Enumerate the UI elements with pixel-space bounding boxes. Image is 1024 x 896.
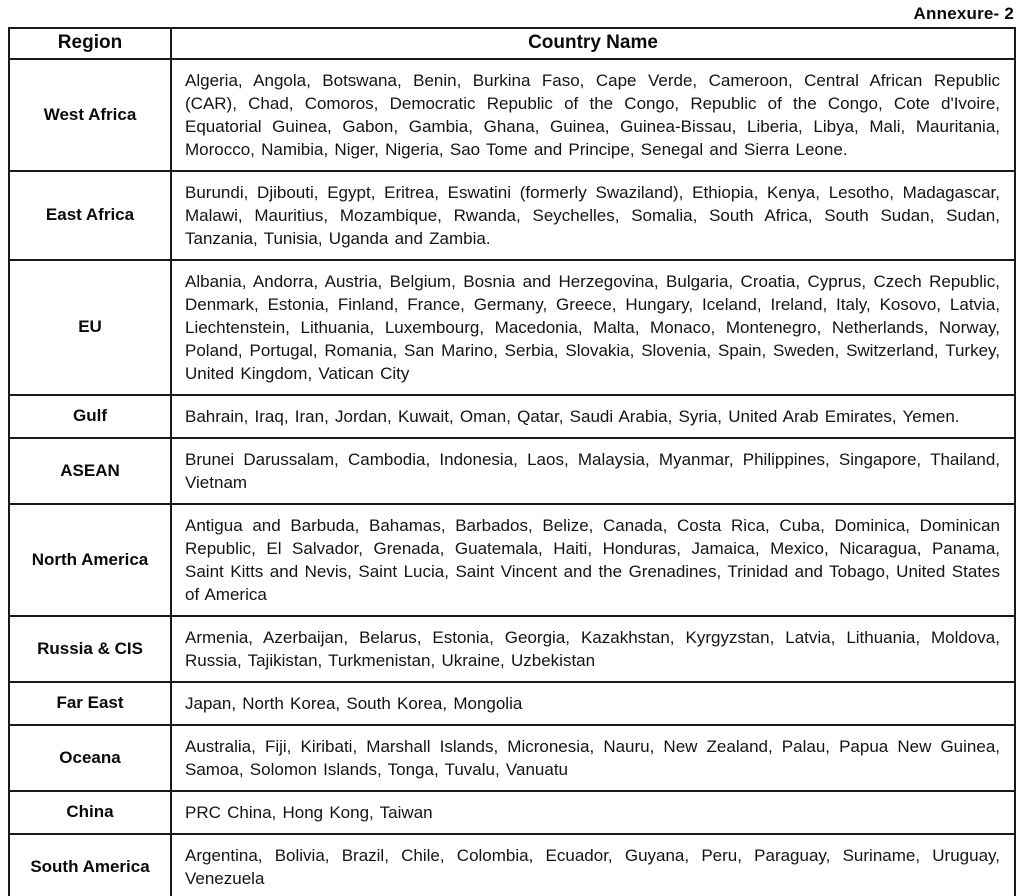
table-row (9, 834, 1015, 896)
region-cell: ASEAN (9, 438, 171, 504)
table-row (9, 171, 1015, 260)
table-row (9, 791, 1015, 834)
table-row (9, 260, 1015, 395)
table-row (9, 682, 1015, 725)
countries-cell: Argentina, Bolivia, Brazil, Chile, Colombia, Ecuador, Guyana, Peru, Paraguay, Suriname, Uruguay, Venezuela (171, 834, 1015, 896)
region-cell: Far East (9, 682, 171, 725)
table-row (9, 725, 1015, 791)
countries-cell: Algeria, Angola, Botswana, Benin, Burkina Faso, Cape Verde, Cameroon, Central African Republic (CAR), Chad, Comoros, Democratic Republic of the Congo, Republic of the Congo, Cote d'Ivoire, Equatorial Guinea, Gabon, Gambia, Ghana, Guinea, Guinea-Bissau, Liberia, Libya, Mali, Mauritania, Morocco, Namibia, Niger, Nigeria, Sao Tome and Principe, Senegal and Sierra Leone. (171, 59, 1015, 171)
region-cell: East Africa (9, 171, 171, 260)
table-row (9, 395, 1015, 438)
countries-cell: Antigua and Barbuda, Bahamas, Barbados, Belize, Canada, Costa Rica, Cuba, Dominica, Dominican Republic, El Salvador, Grenada, Guatemala, Haiti, Honduras, Jamaica, Mexico, Nicaragua, Panama, Saint Kitts and Nevis, Saint Lucia, Saint Vincent and the Grenadines, Trinidad and Tobago, United States of America (171, 504, 1015, 616)
countries-cell: Bahrain, Iraq, Iran, Jordan, Kuwait, Oman, Qatar, Saudi Arabia, Syria, United Arab Emirates, Yemen. (171, 395, 1015, 438)
region-cell: North America (9, 504, 171, 616)
table-row (9, 59, 1015, 171)
region-cell: China (9, 791, 171, 834)
table-row (9, 616, 1015, 682)
countries-cell: Albania, Andorra, Austria, Belgium, Bosnia and Herzegovina, Bulgaria, Croatia, Cyprus, Czech Republic, Denmark, Estonia, Finland, France, Germany, Greece, Hungary, Iceland, Ireland, Italy, Kosovo, Latvia, Liechtenstein, Lithuania, Luxembourg, Macedonia, Malta, Monaco, Montenegro, Netherlands, Norway, Poland, Portugal, Romania, San Marino, Serbia, Slovakia, Slovenia, Spain, Sweden, Switzerland, Turkey, United Kingdom, Vatican City (171, 260, 1015, 395)
region-cell: West Africa (9, 59, 171, 171)
column-header-country-name: Country Name (171, 28, 1015, 59)
table-row (9, 438, 1015, 504)
table-row (9, 504, 1015, 616)
annexure-label: Annexure- 2 (913, 4, 1014, 23)
column-header-region: Region (9, 28, 171, 59)
region-cell: South America (9, 834, 171, 896)
countries-cell: PRC China, Hong Kong, Taiwan (171, 791, 1015, 834)
countries-cell: Burundi, Djibouti, Egypt, Eritrea, Eswatini (formerly Swaziland), Ethiopia, Kenya, Lesotho, Madagascar, Malawi, Mauritius, Mozambique, Rwanda, Seychelles, Somalia, South Africa, South Sudan, Sudan, Tanzania, Tunisia, Uganda and Zambia. (171, 171, 1015, 260)
countries-cell: Japan, North Korea, South Korea, Mongolia (171, 682, 1015, 725)
countries-cell: Armenia, Azerbaijan, Belarus, Estonia, Georgia, Kazakhstan, Kyrgyzstan, Latvia, Lithuania, Moldova, Russia, Tajikistan, Turkmenistan, Ukraine, Uzbekistan (171, 616, 1015, 682)
region-cell: Gulf (9, 395, 171, 438)
countries-cell: Brunei Darussalam, Cambodia, Indonesia, Laos, Malaysia, Myanmar, Philippines, Singapore, Thailand, Vietnam (171, 438, 1015, 504)
countries-cell: Australia, Fiji, Kiribati, Marshall Islands, Micronesia, Nauru, New Zealand, Palau, Papua New Guinea, Samoa, Solomon Islands, Tonga, Tuvalu, Vanuatu (171, 725, 1015, 791)
region-cell: Russia & CIS (9, 616, 171, 682)
region-cell: EU (9, 260, 171, 395)
region-cell: Oceana (9, 725, 171, 791)
region-country-table (8, 27, 1016, 896)
table-header-row (9, 28, 1015, 59)
